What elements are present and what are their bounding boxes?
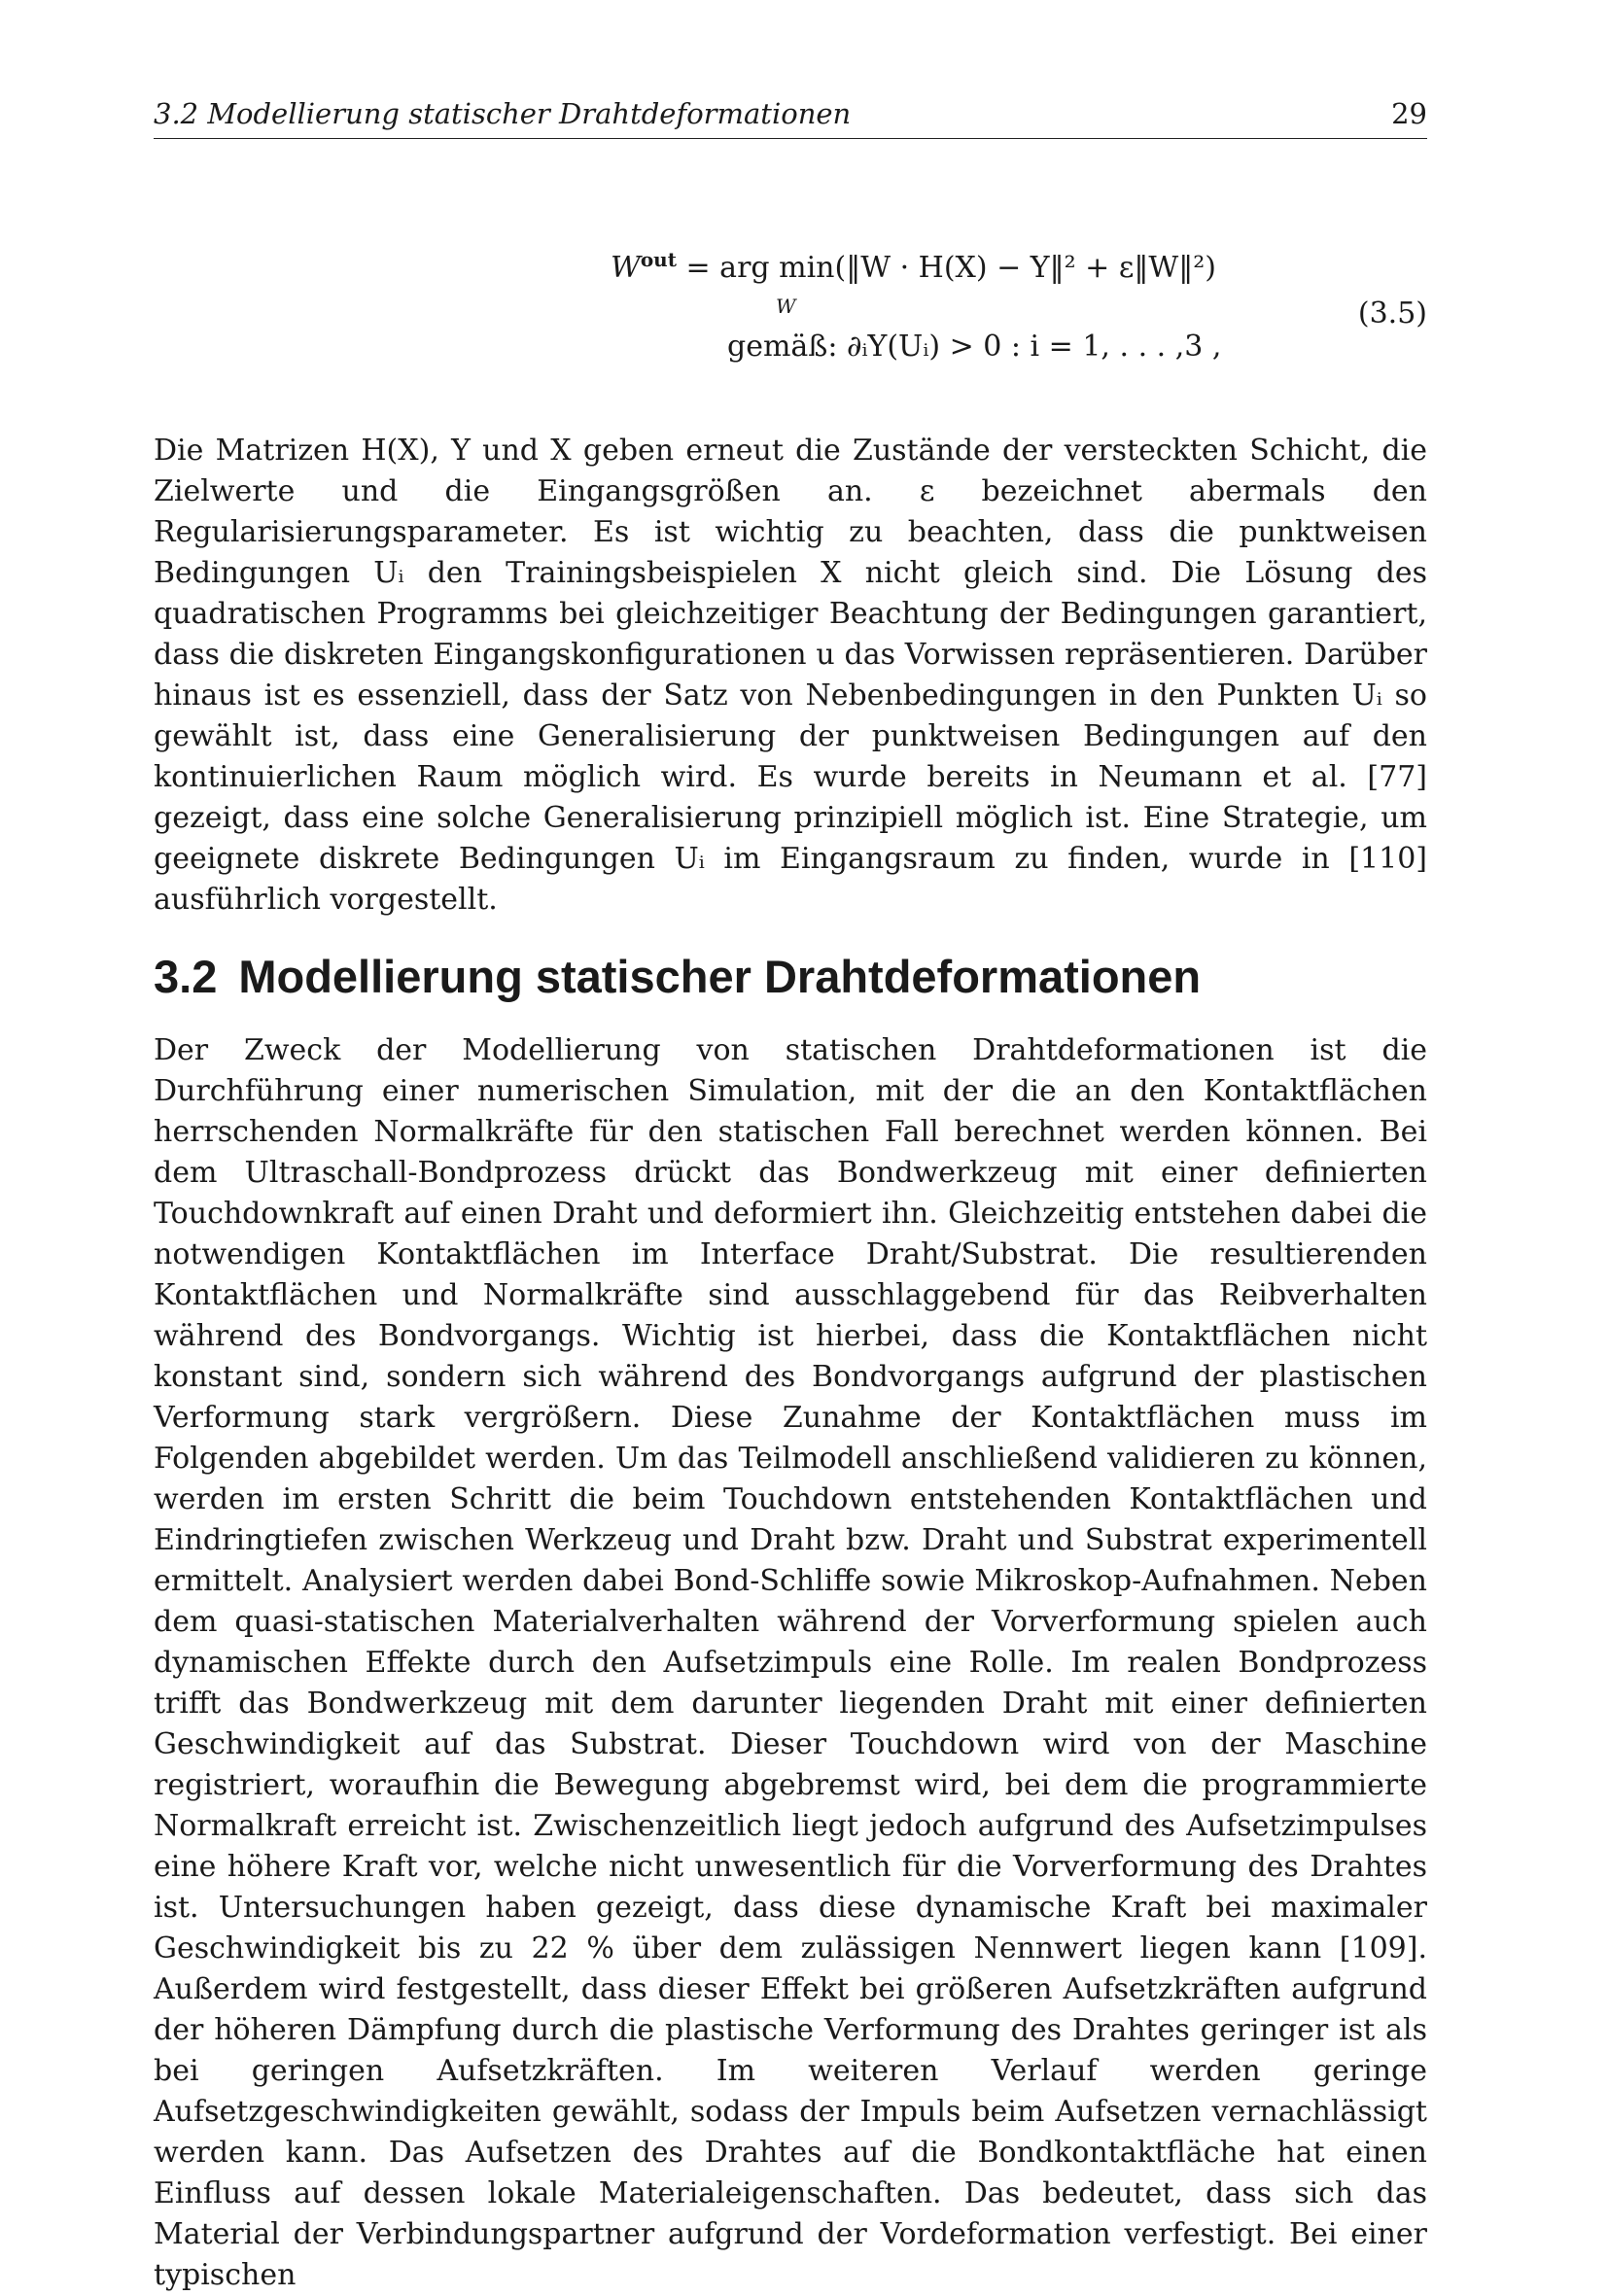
equation-number: (3.5) (1357, 296, 1427, 330)
paragraph-intro: Die Matrizen H(X), Y und X geben erneut die Zustände der versteckten Schicht, die Zielwerte und die Eingangsgrößen an. ε bezeichnet abermals den Regularisierungsparameter. Es ist wichtig zu beachten, dass die punktweisen Bedingungen Uᵢ den Trainingsbeispielen X nicht gleich sind. Die Lösung des quadratischen Programms bei gleichzeitiger Beachtung der Bedingungen garantiert, dass die diskreten Eingangskonfigurationen u das Vorwissen repräsentieren. Darüber hinaus ist es essenziell, dass der Satz von Nebenbedingungen in den Punkten Uᵢ so gewählt ist, dass eine Generalisierung der punktweisen Bedingungen auf den kontinuierlichen Raum möglich wird. Es wurde bereits in Neumann et al. [77] gezeigt, dass eine solche Generalisierung prinzipiell möglich ist. Eine Strategie, um geeignete diskrete Bedingungen Uᵢ im Eingangsraum zu finden, wurde in [110] ausführlich vorgestellt. (154, 434, 1427, 917)
page-number: 29 (1391, 97, 1427, 130)
section-title: Modellierung statischer Drahtdeformationen (238, 951, 1202, 1002)
equation-lhs-superscript: out (640, 248, 677, 271)
section-heading (154, 950, 1201, 1003)
paragraph-section-body: Der Zweck der Modellierung von statischen Drahtdeformationen ist die Durchführung einer numerischen Simulation, mit der die an den Kontaktflächen herrschenden Normalkräfte für den statischen Fall berechnet werden können. Bei dem Ultraschall-Bondprozess drückt das Bondwerkzeug mit einer definierten Touchdownkraft auf einen Draht und deformiert ihn. Gleichzeitig entstehen dabei die notwendigen Kontaktflächen im Interface Draht/Substrat. Die resultierenden Kontaktflächen und Normalkräfte sind ausschlaggebend für das Reibverhalten während des Bondvorgangs. Wichtig ist hierbei, dass die Kontaktflächen nicht konstant sind, sondern sich während des Bondvorgangs aufgrund der plastischen Verformung stark vergrößern. Diese Zunahme der Kontaktflächen muss im Folgenden abgebildet werden. Um das Teilmodell anschließend validieren zu können, werden im ersten Schritt die beim Touchdown entstehenden Kontaktflächen und Eindringtiefen zwischen Werkzeug und Draht bzw. Draht und Substrat experimentell ermittelt. Analysiert werden dabei Bond-Schliffe sowie Mikroskop-Aufnahmen. Neben dem quasi-statischen Materialverhalten während der Vorverformung spielen auch dynamischen Effekte durch den Aufsetzimpuls eine Rolle. Im realen Bondprozess trifft das Bondwerkzeug mit dem darunter liegenden Draht mit einer definierten Geschwindigkeit auf das Substrat. Dieser Touchdown wird von der Maschine registriert, woraufhin die Bewegung abgebremst wird, bei dem die programmierte Normalkraft erreicht ist. Zwischenzeitlich liegt jedoch aufgrund des Aufsetzimpulses eine höhere Kraft vor, welche nicht unwesentlich für die Vorverformung des Drahtes ist. Untersuchungen haben gezeigt, dass diese dynamische Kraft bei maximaler Geschwindigkeit bis zu 22 % über dem zulässigen Nennwert liegen kann [109]. Außerdem wird festgestellt, dass dieser Effekt bei größeren Aufsetzkräften aufgrund der höheren Dämpfung durch die plastische Verformung des Drahtes geringer ist als bei geringen Aufsetzkräften. Im weiteren Verlauf werden geringe Aufsetzgeschwindigkeiten gewählt, sodass der Impuls beim Aufsetzen vernachlässigt werden kann. Das Aufsetzen des Drahtes auf die Bondkontaktfläche hat einen Einfluss auf dessen lokale Materialeigenschaften. Das bedeutet, dass sich das Material der Verbindungspartner aufgrund der Vordeformation verfestigt. Bei einer typischen (154, 1033, 1427, 2292)
equation-lhs: W (611, 251, 641, 285)
argmin-subscript: W (776, 295, 796, 318)
section-number: 3.2 (154, 951, 218, 1002)
equation-line-1 (611, 248, 1216, 285)
equation-3-5 (154, 248, 1427, 374)
equation-line-2: gemäß: ∂ᵢY(Uᵢ) > 0 : i = 1, . . . ,3 , (727, 330, 1222, 364)
running-header (154, 97, 1427, 139)
running-title: 3.2 Modellierung statischer Drahtdeformationen (154, 97, 852, 130)
equation-objective: = arg min(‖W · H(X) − Y‖² + ε‖W‖²) (676, 251, 1216, 285)
